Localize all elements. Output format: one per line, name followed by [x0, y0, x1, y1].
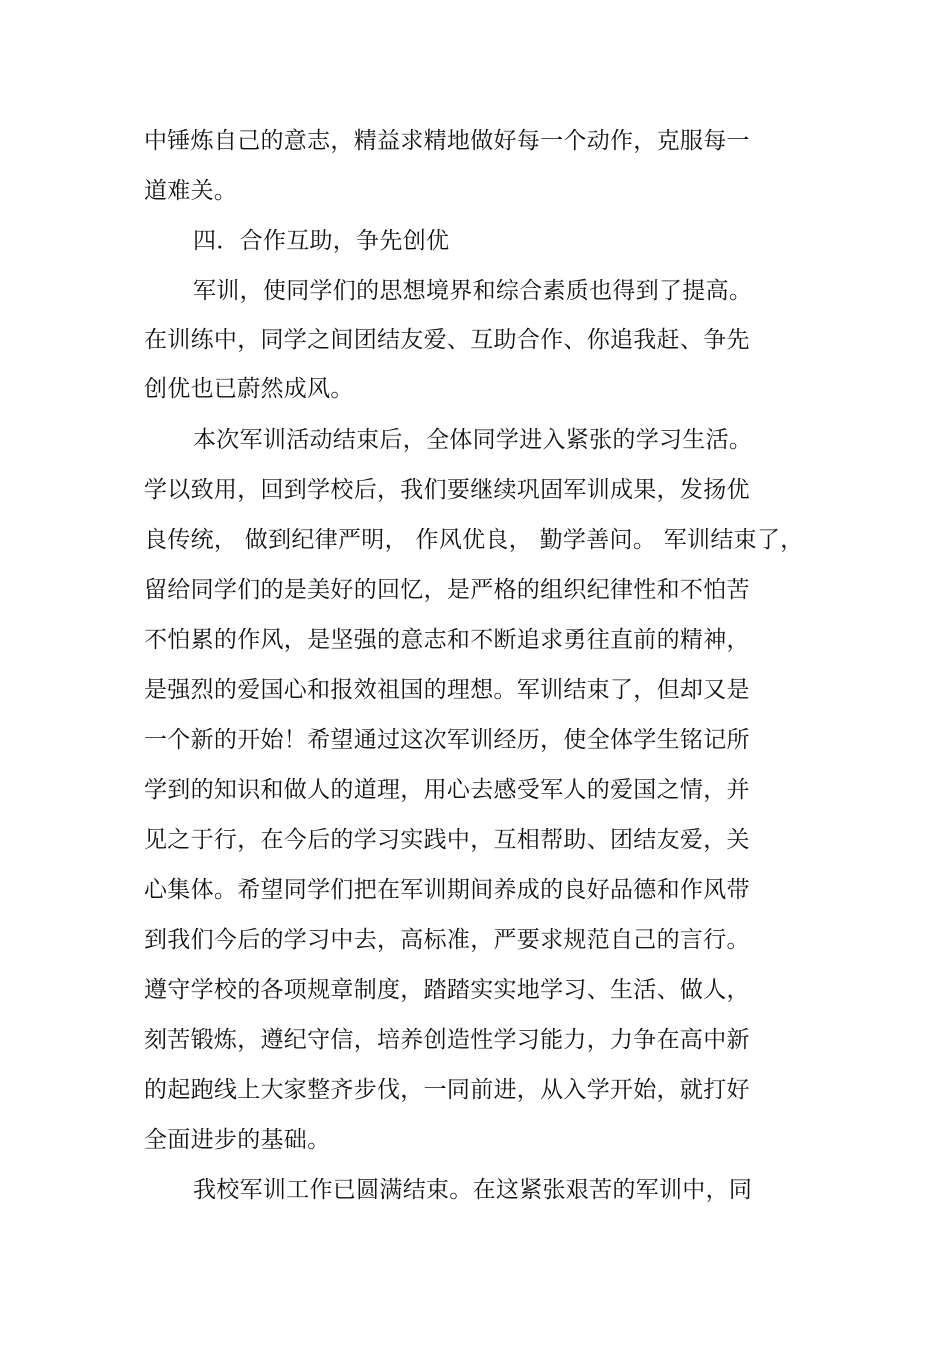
text-line: 军训，使同学们的思想境界和综合素质也得到了提高。	[193, 278, 753, 304]
text-line: 学以致用，回到学校后，我们要继续巩固军训成果，发扬优	[144, 477, 750, 503]
text-line: 遵守学校的各项规章制度，踏踏实实地学习、生活、做人，	[144, 977, 750, 1003]
text-line: 创优也已蔚然成风。	[144, 376, 354, 402]
text-line: 是强烈的爱国心和报效祖国的理想。军训结束了，但却又是	[144, 677, 750, 703]
text-line: 本次军训活动结束后，全体同学进入紧张的学习生活。	[193, 427, 753, 453]
section-heading: 四．合作互助，争先创优	[193, 228, 450, 254]
text-line: 在训练中，同学之间团结友爱、互助合作、你追我赶、争先	[144, 327, 750, 353]
text-line: 我校军训工作已圆满结束。在这紧张艰苦的军训中，同	[193, 1177, 753, 1203]
text-line: 不怕累的作风，是坚强的意志和不断追求勇往直前的精神，	[144, 627, 750, 653]
text-line: 道难关。	[144, 178, 238, 204]
text-line: 一个新的开始！希望通过这次军训经历，使全体学生铭记所	[144, 727, 750, 753]
text-line: 留给同学们的是美好的回忆，是严格的组织纪律性和不怕苦	[144, 577, 750, 603]
text-line: 见之于行，在今后的学习实践中，互相帮助、团结友爱，关	[144, 827, 750, 853]
text-line: 的起跑线上大家整齐步伐，一同前进，从入学开始，就打好	[144, 1077, 750, 1103]
text-line: 良传统， 做到纪律严明， 作风优良， 勤学善问。 军训结束了，	[144, 527, 804, 553]
text-line: 心集体。希望同学们把在军训期间养成的良好品德和作风带	[144, 877, 750, 903]
text-line: 到我们今后的学习中去，高标准，严要求规范自己的言行。	[144, 927, 750, 953]
text-line: 学到的知识和做人的道理，用心去感受军人的爱国之情，并	[144, 777, 750, 803]
text-line: 全面进步的基础。	[144, 1127, 331, 1153]
text-line: 刻苦锻炼，遵纪守信，培养创造性学习能力，力争在高中新	[144, 1027, 750, 1053]
text-line: 中锤炼自己的意志，精益求精地做好每一个动作，克服每一	[144, 128, 750, 154]
